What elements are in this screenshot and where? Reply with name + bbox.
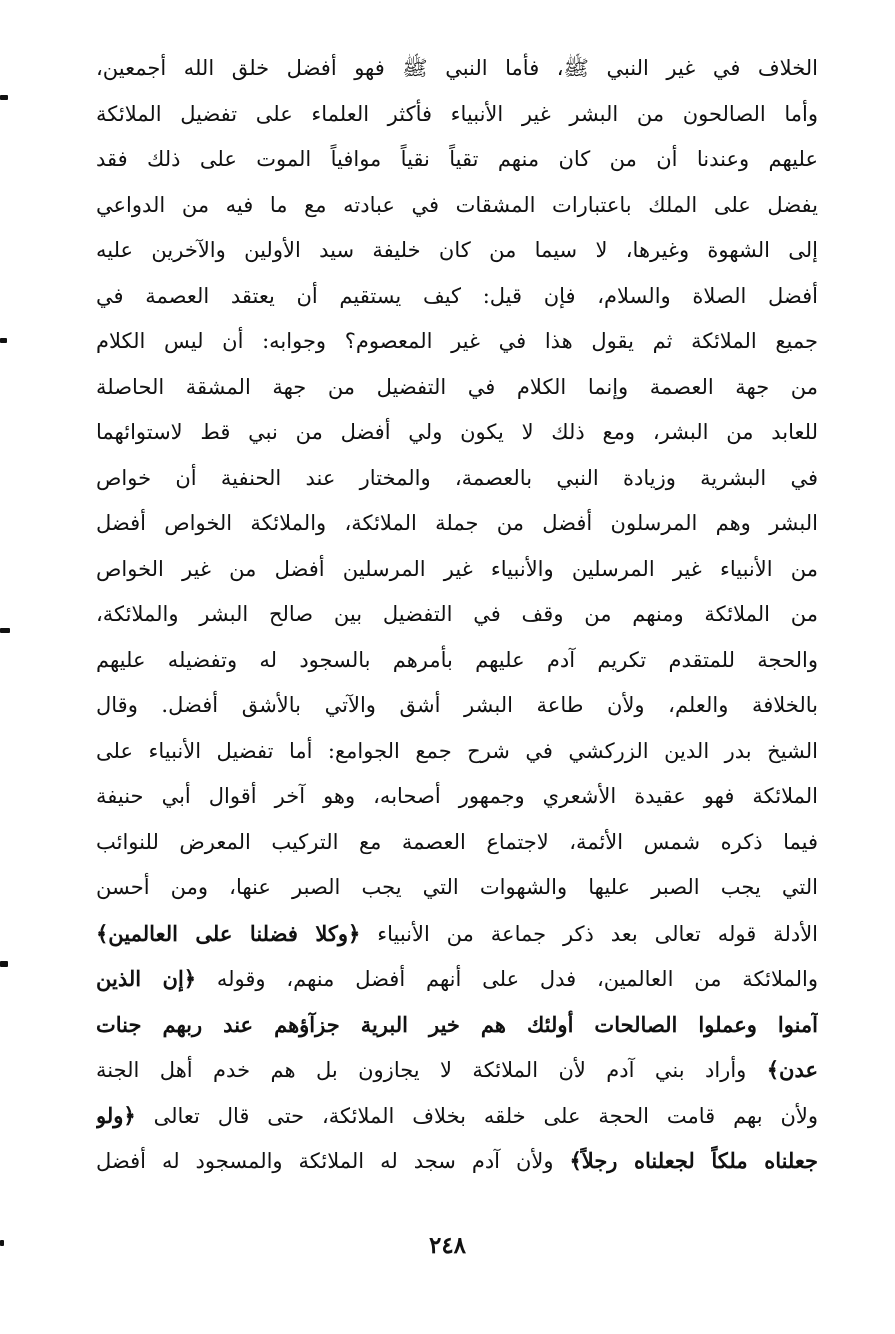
line-text: من جهة العصمة وإنما الكلام في التفضيل من جهة المشقة الحاصلة bbox=[96, 374, 818, 399]
line-text: والحجة للمتقدم تكريم آدم عليهم بأمرهم بالسجود له وتفضيله عليهم bbox=[96, 647, 818, 672]
page-number: ٢٤٨ bbox=[428, 1232, 467, 1259]
line-text: فيما ذكره شمس الأئمة، لاجتماع العصمة مع التركيب المعرض للنوائب bbox=[96, 829, 818, 854]
margin-mark bbox=[0, 961, 8, 967]
margin-mark bbox=[0, 338, 7, 343]
line-text: بالخلافة والعلم، ولأن طاعة البشر أشق والآتي بالأشق أفضل. وقال bbox=[96, 693, 818, 717]
text-line bbox=[96, 1002, 818, 1048]
line-text: البشر وهم المرسلون أفضل من جملة الملائكة، والملائكة الخواص أفضل bbox=[96, 511, 818, 535]
text-line bbox=[96, 1138, 818, 1184]
text-line bbox=[96, 183, 818, 229]
line-text: أفضل الصلاة والسلام، فإن قيل: كيف يستقيم أن يعتقد العصمة في bbox=[96, 283, 818, 308]
margin-mark bbox=[0, 95, 8, 100]
margin-mark bbox=[0, 1240, 4, 1246]
text-line bbox=[96, 865, 818, 911]
line-text: جميع الملائكة ثم يقول هذا في غير المعصوم؟ وجوابه: أن ليس الكلام bbox=[96, 329, 818, 353]
text-line bbox=[96, 365, 818, 411]
line-text: من الأنبياء غير المرسلين والأنبياء غير المرسلين أفضل من غير الخواص bbox=[96, 556, 818, 581]
line-text: في البشرية وزيادة النبي بالعصمة، والمختار عند الحنفية أن خواص bbox=[96, 465, 818, 490]
text-line bbox=[96, 956, 818, 1002]
text-line bbox=[96, 92, 818, 138]
line-text: إلى الشهوة وغيرها، لا سيما من كان خليفة سيد الأولين والآخرين عليه bbox=[96, 238, 818, 262]
text-line bbox=[96, 137, 818, 183]
line-text: ولأن آدم سجد له الملائكة والمسجود له أفضل bbox=[96, 1149, 570, 1173]
text-line bbox=[96, 638, 818, 684]
page-text bbox=[96, 46, 818, 1184]
line-text: ولأن بهم قامت الحجة على خلقه بخلاف الملائكة، حتى قال تعالى bbox=[135, 1103, 818, 1128]
quran-quote: آمنوا وعملوا الصالحات أولئك هم خير البرية جزآؤهم عند ربهم جنات bbox=[96, 1011, 818, 1037]
text-line bbox=[96, 1093, 818, 1139]
line-text: والملائكة من العالمين، فدل على أنهم أفضل منهم، وقوله bbox=[196, 967, 818, 991]
line-text: الملائكة فهو عقيدة الأشعري وجمهور أصحابه، وهو آخر أقوال أبي حنيفة bbox=[96, 784, 818, 808]
line-text: وأما الصالحون من البشر غير الأنبياء فأكثر العلماء على تفضيل الملائكة bbox=[96, 101, 818, 126]
text-line bbox=[96, 319, 818, 365]
text-line bbox=[96, 501, 818, 547]
quran-quote: جعلناه ملكاً لجعلناه رجلاً﴾ bbox=[569, 1148, 818, 1173]
quran-quote: ﴿ولو bbox=[96, 1102, 136, 1128]
line-text: عليهم وعندنا أن من كان منهم تقياً نقياً موافياً الموت على ذلك فقد bbox=[96, 147, 818, 171]
text-line bbox=[96, 410, 818, 456]
line-text: الأدلة قوله تعالى بعد ذكر جماعة من الأنبياء bbox=[360, 921, 818, 946]
text-line bbox=[96, 911, 818, 957]
text-line bbox=[96, 683, 818, 729]
text-line bbox=[96, 456, 818, 502]
text-line bbox=[96, 46, 818, 92]
text-line bbox=[96, 729, 818, 775]
line-text: للعابد من البشر، ومع ذلك لا يكون ولي أفضل من نبي قط لاستوائهما bbox=[96, 420, 818, 444]
line-text: من الملائكة ومنهم من وقف في التفضيل بين صالح البشر والملائكة، bbox=[96, 602, 818, 626]
margin-mark bbox=[0, 628, 10, 633]
quran-quote: ﴿إن الذين bbox=[96, 966, 197, 991]
line-text: وأراد بني آدم لأن الملائكة لا يجازون بل هم خدم أهل الجنة bbox=[96, 1058, 767, 1082]
line-text: الشيخ بدر الدين الزركشي في شرح جمع الجوامع: أما تفضيل الأنبياء على bbox=[96, 738, 818, 763]
quran-quote: ﴿وكلا فضلنا على العالمين﴾ bbox=[96, 920, 361, 946]
text-line bbox=[96, 547, 818, 593]
text-line bbox=[96, 774, 818, 820]
quran-quote: عدن﴾ bbox=[766, 1057, 818, 1082]
text-line bbox=[96, 1047, 818, 1093]
line-text: الخلاف في غير النبي ﷺ، فأما النبي ﷺ فهو أفضل خلق الله أجمعين، bbox=[96, 56, 818, 80]
text-line bbox=[96, 274, 818, 320]
line-text: يفضل على الملك باعتبارات المشقات في عبادته مع ما فيه من الدواعي bbox=[96, 192, 818, 217]
line-text: التي يجب الصبر عليها والشهوات التي يجب الصبر عنها، ومن أحسن bbox=[96, 875, 818, 899]
text-line bbox=[96, 228, 818, 274]
text-line bbox=[96, 592, 818, 638]
text-line bbox=[96, 820, 818, 866]
